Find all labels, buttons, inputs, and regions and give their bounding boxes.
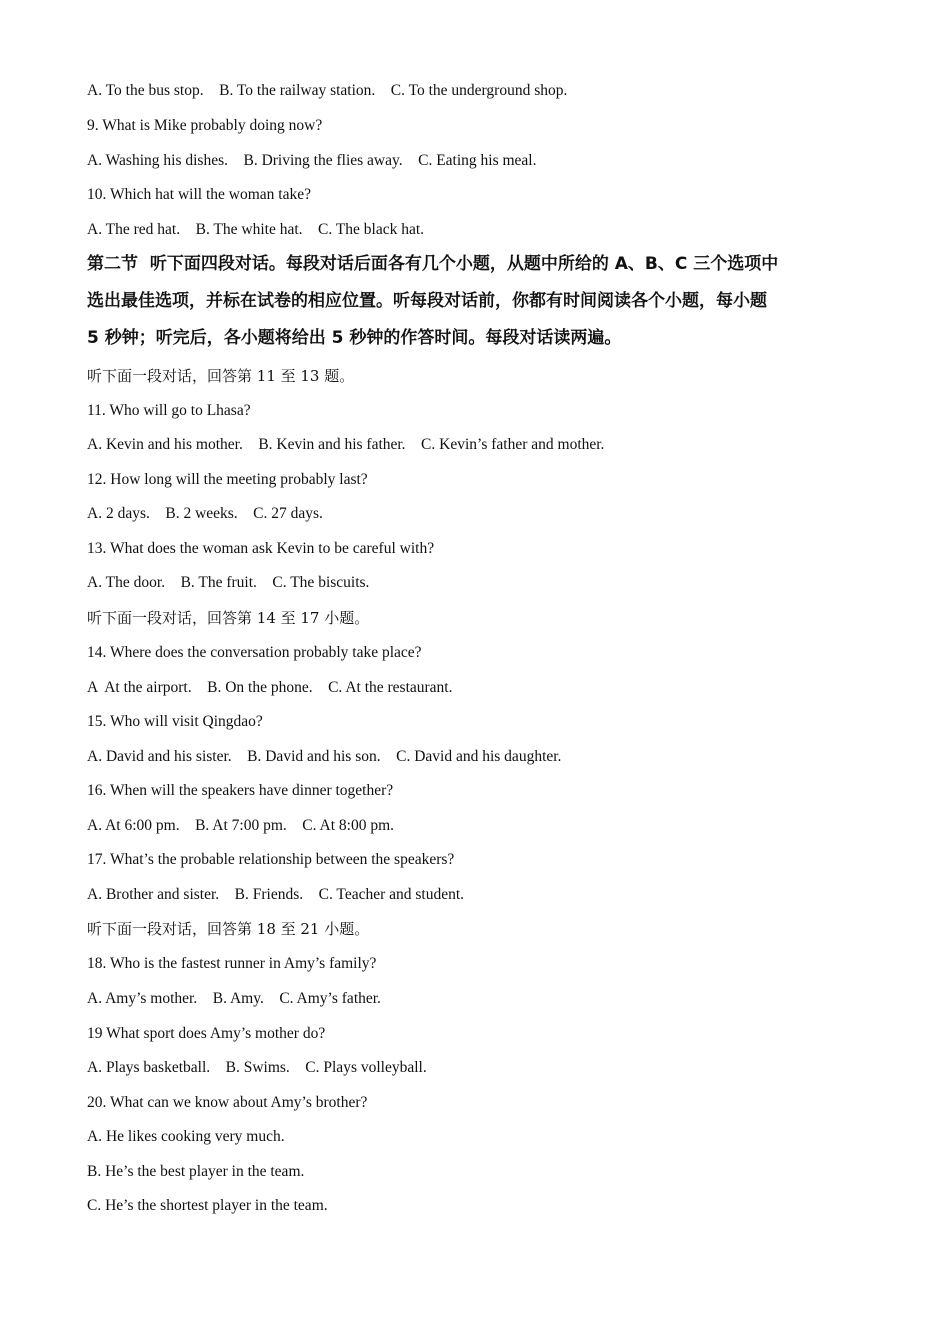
dialogue-instruction-18-21: 听下面一段对话，回答第 18 至 21 小题。: [87, 920, 370, 938]
q19-options: A. Plays basketball. B. Swims. C. Plays volleyball.: [87, 1059, 427, 1076]
q16-question: 16. When will the speakers have dinner together?: [87, 782, 394, 799]
q15-options: A. David and his sister. B. David and his son. C. David and his daughter.: [87, 748, 562, 765]
q11-options: A. Kevin and his mother. B. Kevin and his father. C. Kevin’s father and mother.: [87, 436, 605, 453]
dialogue-instruction-14-17: 听下面一段对话，回答第 14 至 17 小题。: [87, 609, 370, 627]
q18-question: 18. Who is the fastest runner in Amy’s family?: [87, 955, 377, 972]
q11-question: 11. Who will go to Lhasa?: [87, 402, 251, 419]
q13-options: A. The door. B. The fruit. C. The biscuits.: [87, 574, 370, 591]
q9-question: 9. What is Mike probably doing now?: [87, 117, 323, 134]
q12-options: A. 2 days. B. 2 weeks. C. 27 days.: [87, 505, 323, 522]
q20-question: 20. What can we know about Amy’s brother?: [87, 1094, 368, 1111]
q20-option-c: C. He’s the shortest player in the team.: [87, 1197, 328, 1214]
q17-options: A. Brother and sister. B. Friends. C. Teacher and student.: [87, 886, 465, 903]
dialogue-instruction-11-13: 听下面一段对话，回答第 11 至 13 题。: [87, 367, 355, 385]
section-heading-line-2: 选出最佳选项，并标在试卷的相应位置。听每段对话前，你都有时间阅读各个小题，每小题: [87, 291, 767, 311]
q14-options: A At the airport. B. On the phone. C. At the restaurant.: [87, 679, 453, 696]
q10-options: A. The red hat. B. The white hat. C. The black hat.: [87, 221, 425, 238]
section-heading: [87, 246, 862, 357]
q10-question: 10. Which hat will the woman take?: [87, 186, 311, 203]
section-heading-line-3: 5 秒钟；听完后，各小题将给出 5 秒钟的作答时间。每段对话读两遍。: [87, 328, 622, 348]
q18-options: A. Amy’s mother. B. Amy. C. Amy’s father.: [87, 990, 381, 1007]
q14-question: 14. Where does the conversation probably take place?: [87, 644, 422, 661]
q12-question: 12. How long will the meeting probably last?: [87, 471, 368, 488]
q13-question: 13. What does the woman ask Kevin to be careful with?: [87, 540, 435, 557]
section-heading-line-1: 第二节 听下面四段对话。每段对话后面各有几个小题，从题中所给的 A、B、C 三个选项中: [87, 254, 779, 274]
q9-options: A. Washing his dishes. B. Driving the flies away. C. Eating his meal.: [87, 152, 537, 169]
q19-question: 19 What sport does Amy’s mother do?: [87, 1025, 326, 1042]
q15-question: 15. Who will visit Qingdao?: [87, 713, 263, 730]
q8-options: A. To the bus stop. B. To the railway station. C. To the underground shop.: [87, 82, 568, 99]
q17-question: 17. What’s the probable relationship between the speakers?: [87, 851, 455, 868]
q20-option-b: B. He’s the best player in the team.: [87, 1163, 305, 1180]
q16-options: A. At 6:00 pm. B. At 7:00 pm. C. At 8:00 pm.: [87, 817, 395, 834]
q20-option-a: A. He likes cooking very much.: [87, 1128, 285, 1145]
